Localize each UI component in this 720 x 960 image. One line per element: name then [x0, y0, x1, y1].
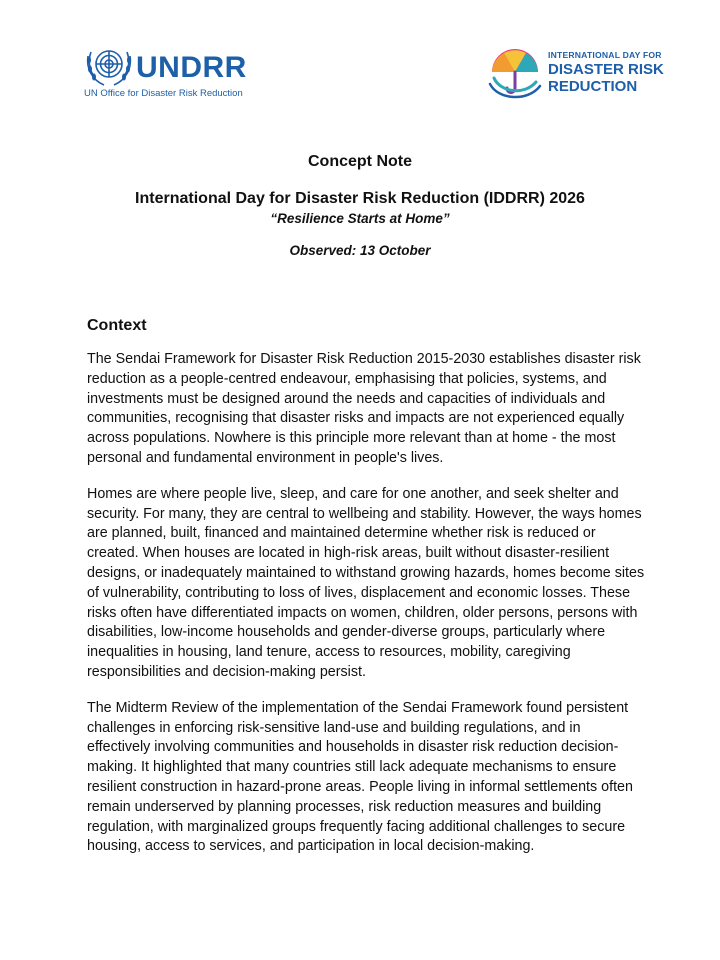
undrr-subtitle: UN Office for Disaster Risk Reduction	[84, 88, 243, 99]
iddrr-logo-line1: INTERNATIONAL DAY FOR	[548, 50, 662, 60]
section-heading-context: Context	[87, 317, 147, 334]
undrr-logo	[84, 42, 254, 102]
context-section	[87, 316, 647, 873]
doc-theme: “Resilience Starts at Home”	[270, 211, 450, 226]
doc-title: International Day for Disaster Risk Reduction (IDDRR) 2026	[135, 190, 585, 207]
doc-type: Concept Note	[308, 153, 412, 170]
title-block	[0, 152, 720, 260]
undrr-wordmark: UNDRR	[136, 51, 247, 84]
observed-date: Observed: 13 October	[289, 243, 431, 258]
un-emblem-icon	[84, 42, 134, 90]
iddrr-logo-line2: DISASTER RISK	[548, 61, 664, 78]
page-header	[0, 40, 720, 110]
iddrr-logo	[486, 42, 666, 106]
umbrella-icon	[486, 44, 544, 102]
context-paragraph-2: Homes are where people live, sleep, and care for one another, and seek shelter and security. For many, they are central to wellbeing and stability. However, the ways homes are planned, built, financed and maintained determine whether risk is reduced or created. When houses are located in high-risk areas, built without disaster-resilient designs, or inadequately maintained to withstand growing hazards, homes become sites of vulnerability, contributing to loss of lives, displacement and economic losses. These risks often have differentiated impacts on women, children, older persons, persons with disabilities, low-income households and gender-diverse groups, particularly where inequalities in housing, land tenure, access to resources, mobility, caregiving responsibilities and decision-making persist.	[87, 485, 645, 680]
iddrr-logo-line3: REDUCTION	[548, 78, 638, 95]
context-paragraph-3: The Midterm Review of the implementation of the Sendai Framework found persistent challenges in enforcing risk-sensitive land-use and building regulations, and in effectively involving communities and households in disaster risk reduction decision-making. It highlighted that many countries still lack adequate mechanisms to ensure resilient construction in hazard-prone areas. People living in informal settlements often remain underserved by planning processes, risk reduction measures and building regulation, with marginalized groups frequently facing additional challenges to secure housing, access to services, and participation in local decision-making.	[87, 699, 633, 855]
context-paragraph-1: The Sendai Framework for Disaster Risk Reduction 2015-2030 establishes disaster risk reduction as a people-centred endeavour, emphasising that policies, systems, and investments must be designed around the needs and capacities of individuals and communities, recognising that disaster risks and impacts are not experienced equally across populations. Nowhere is this principle more relevant than at home - the most personal and fundamental environment in people's lives.	[87, 351, 641, 466]
